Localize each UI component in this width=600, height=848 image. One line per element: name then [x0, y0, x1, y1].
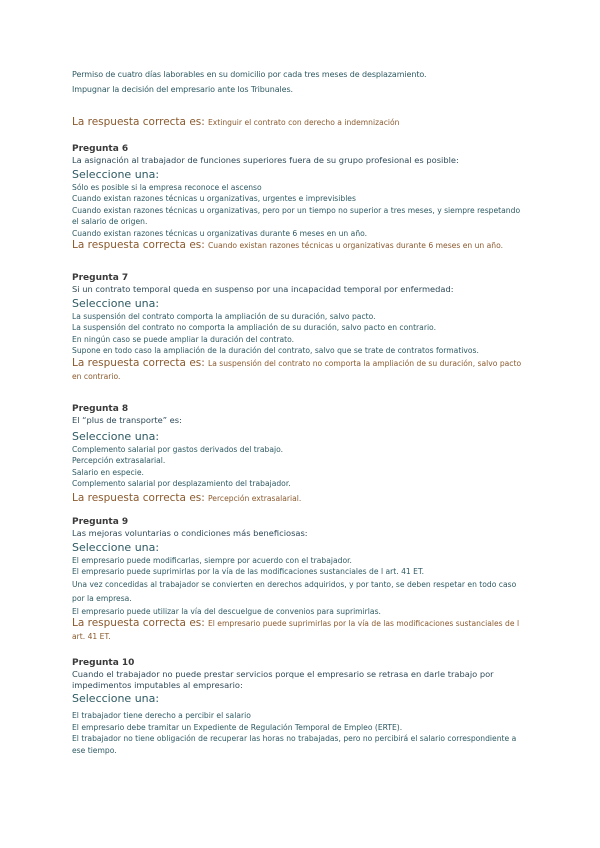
- answer-option[interactable]: Una vez concedidas al trabajador se convierten en derechos adquiridos, y por tanto, se deben respetar en todo caso por la empresa.: [72, 579, 517, 603]
- question-6: [72, 143, 522, 252]
- answer-label: La respuesta correcta es:: [72, 491, 205, 504]
- select-label: Seleccione una:: [72, 296, 160, 310]
- answer-option[interactable]: El trabajador no tiene obligación de recuperar las horas no trabajadas, pero no percibirá el salario correspondiente a ese tiempo.: [72, 734, 517, 755]
- answer-option[interactable]: Cuando existan razones técnicas u organizativas durante 6 meses en un año.: [72, 228, 368, 238]
- correct-answer: [72, 239, 522, 252]
- answer-option[interactable]: La suspensión del contrato no comporta la ampliación de su duración, salvo pacto en contrario.: [72, 323, 436, 332]
- intro-answer: [72, 116, 522, 129]
- correct-answer: [72, 357, 522, 383]
- select-label: Seleccione una:: [72, 167, 160, 181]
- answer-option[interactable]: El empresario debe tramitar un Expediente de Regulación Temporal de Empleo (ERTE).: [72, 722, 403, 732]
- question-title: Pregunta 9: [72, 517, 129, 527]
- answer-option[interactable]: Complemento salarial por gastos derivados del trabajo.: [72, 444, 284, 454]
- correct-answer: [72, 492, 522, 505]
- answer-label: La respuesta correcta es:: [72, 617, 205, 629]
- answer-option[interactable]: El trabajador tiene derecho a percibir el salario: [72, 711, 251, 720]
- question-text: Cuando el trabajador no puede prestar servicios porque el empresario se retrasa en darle trabajo por impedimentos imputables al empresario:: [72, 669, 494, 690]
- question-10: [72, 657, 522, 756]
- answer-option[interactable]: Complemento salarial por desplazamiento del trabajador.: [72, 479, 291, 488]
- question-8: [72, 403, 522, 505]
- question-title: Pregunta 7: [72, 273, 129, 283]
- answer-option[interactable]: Supone en todo caso la ampliación de la duración del contrato, salvo que se trate de contratos formativos.: [72, 346, 479, 355]
- question-text: Si un contrato temporal queda en suspenso por una incapacidad temporal por enfermedad:: [72, 284, 454, 294]
- answer-value: La suspensión del contrato no comporta la ampliación de su duración, salvo pacto en contrario.: [72, 358, 522, 381]
- answer-option[interactable]: Sólo es posible si la empresa reconoce el ascenso: [72, 182, 262, 192]
- answer-option[interactable]: El empresario puede utilizar la vía del descuelgue de convenios para suprimirlas.: [72, 606, 381, 616]
- answer-label: La respuesta correcta es:: [72, 239, 205, 251]
- question-text: La asignación al trabajador de funciones superiores fuera de su grupo profesional es posible:: [72, 155, 459, 165]
- answer-option[interactable]: El empresario puede suprimirlas por la vía de las modificaciones sustanciales de l art. 41 ET.: [72, 567, 425, 576]
- question-title: Pregunta 8: [72, 404, 129, 414]
- answer-value: Percepción extrasalarial.: [207, 493, 302, 503]
- select-label: Seleccione una:: [72, 540, 160, 554]
- option-line: Impugnar la decisión del empresario ante los Tribunales.: [72, 84, 293, 94]
- question-title: Pregunta 10: [72, 658, 135, 668]
- select-label: Seleccione una:: [72, 429, 160, 443]
- question-9: [72, 516, 522, 643]
- correct-answer: [72, 617, 522, 643]
- answer-option[interactable]: Cuando existan razones técnicas u organizativas, urgentes e imprevisibles: [72, 194, 356, 203]
- answer-option[interactable]: El empresario puede modificarlas, siempre por acuerdo con el trabajador.: [72, 555, 352, 565]
- question-7: [72, 272, 522, 383]
- answer-value: Extinguir el contrato con derecho a indemnización: [207, 118, 400, 127]
- question-text: Las mejoras voluntarias o condiciones más beneficiosas:: [72, 528, 308, 538]
- answer-label: La respuesta correcta es:: [72, 116, 205, 128]
- answer-option[interactable]: Cuando existan razones técnicas u organizativas, pero por un tiempo no superior a tres meses, y siempre respetando el salario de origen.: [72, 205, 521, 226]
- intro-block: [72, 70, 522, 95]
- answer-option[interactable]: La suspensión del contrato comporta la ampliación de su duración, salvo pacto.: [72, 311, 376, 321]
- option-line: Permiso de cuatro días laborables en su domicilio por cada tres meses de desplazamiento.: [72, 70, 427, 79]
- answer-option[interactable]: Percepción extrasalarial.: [72, 456, 166, 465]
- answer-option[interactable]: Salario en especie.: [72, 467, 144, 477]
- answer-option[interactable]: En ningún caso se puede ampliar la duración del contrato.: [72, 334, 295, 344]
- answer-label: La respuesta correcta es:: [72, 356, 205, 369]
- answer-value: Cuando existan razones técnicas u organizativas durante 6 meses en un año.: [207, 241, 504, 250]
- question-title: Pregunta 6: [72, 144, 129, 154]
- select-label: Seleccione una:: [72, 692, 160, 705]
- answer-value: El empresario puede suprimirlas por la vía de las modificaciones sustanciales de l art. 41 ET.: [72, 619, 520, 641]
- question-text: El “plus de transporte” es:: [72, 415, 182, 425]
